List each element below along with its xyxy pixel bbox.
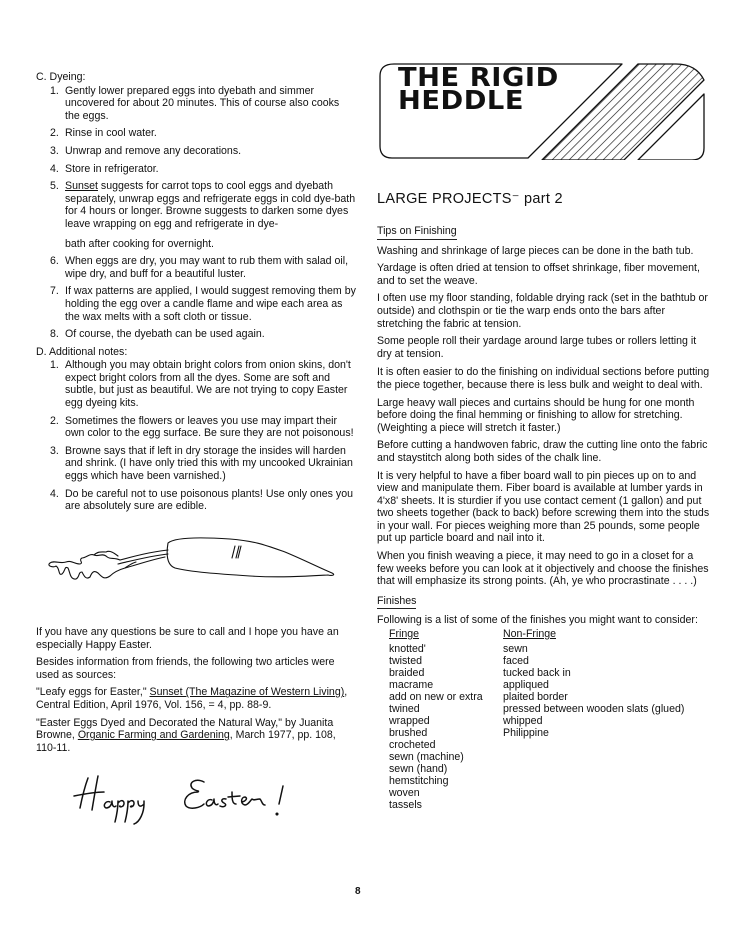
citation-title: "Easter Eggs Dyed and Decorated the Natural Way," by Juanita Browne, [36, 716, 334, 742]
item-text: Browne says that if left in dry storage the insides will harden and shrink. (I have only tried this with my uncooked Ukrainian eggs which have been varnished.) [65, 444, 353, 483]
non-fringe-column [503, 628, 684, 811]
fringe-column [389, 628, 503, 811]
logo-title [398, 63, 559, 116]
logo-line-1: THE RIGID [398, 63, 559, 93]
list-item [50, 488, 356, 513]
tip-paragraph: Some people roll their yardage around large tubes or rollers letting it dry at tension. [377, 335, 697, 360]
list-item [50, 359, 356, 409]
fringe-heading: Fringe [389, 628, 420, 641]
item-number: 2. [50, 414, 59, 427]
list-item [50, 145, 356, 158]
list-item [50, 180, 356, 250]
list-item [50, 328, 356, 341]
item-text: If wax patterns are applied, I would suggest removing them by holding the egg over a candle flame and wipe each area as the wax melts with a soft cloth or tissue. [65, 285, 356, 323]
left-column [36, 71, 356, 518]
carrot-illustration [40, 530, 350, 600]
finishes-intro: Following is a list of some of the finishes you might want to consider: [377, 614, 698, 627]
handwritten-signature [70, 768, 320, 828]
item-text: Unwrap and remove any decorations. [65, 144, 242, 157]
publication-reference: Sunset [65, 180, 98, 193]
fringe-item: macrame [389, 679, 434, 692]
item-text-continuation: bath after cooking for overnight. [65, 237, 214, 250]
tip-paragraph: When you finish weaving a piece, it may need to go in a closet for a few weeks before you can look at it objectively and choose the finishes that will emphasize its strong points. (Ah, ye who procrastinate . . . .) [377, 550, 709, 588]
non-fringe-item: faced [503, 655, 529, 668]
citation-title: "Leafy eggs for Easter," [36, 686, 150, 699]
carrot-marks [232, 546, 241, 558]
item-text: Gently lower prepared eggs into dyebath and simmer uncovered for about 20 minutes. This of course also cooks the eggs. [65, 84, 340, 122]
item-number: 1. [50, 84, 59, 97]
section-title: LARGE PROJECTS⁻ part 2 [377, 191, 563, 207]
list-item [50, 445, 356, 483]
closing-section [36, 626, 356, 759]
fringe-item: crocheted [389, 739, 436, 752]
closing-paragraph: If you have any questions be sure to call and I hope you have an especially Happy Easter. [36, 626, 339, 651]
rigid-heddle-logo [378, 62, 710, 160]
logo-line-2: HEDDLE [398, 86, 525, 116]
citation-details: , Central Edition, April 1976, Vol. 156, = 4, pp. 88-9. [36, 686, 348, 711]
sources-intro: Besides information from friends, the following two articles were used as sources: [36, 656, 335, 681]
source-citation [36, 686, 356, 711]
item-number: 3. [50, 144, 59, 157]
item-text: When eggs are dry, you may want to rub them with salad oil, wipe dry, and buff for a beautiful luster. [65, 255, 349, 280]
list-item [50, 285, 356, 323]
fringe-item: wrapped [389, 715, 430, 728]
item-number: 1. [50, 359, 59, 372]
citation-publication: Organic Farming and Gardening [77, 729, 230, 742]
item-number: 4. [50, 162, 59, 175]
fringe-item: twisted [389, 655, 422, 668]
item-number: 4. [50, 487, 59, 500]
right-column [377, 190, 712, 811]
tip-paragraph: Before cutting a handwoven fabric, draw the cutting line onto the fabric and staystitch along both sides of the chalk line. [377, 439, 708, 464]
item-text: suggests for carrot tops to cool eggs and dyebath separately, unwrap eggs and refrigerate eggs in cold dye-bath for 4 hours or longer. Browne suggests to darken some dyes leave wrapping on egg and refrigerate in dye- [65, 180, 356, 230]
item-text: Rinse in cool water. [65, 127, 157, 140]
item-number: 5. [50, 180, 59, 193]
item-number: 6. [50, 255, 59, 268]
non-fringe-item: tucked back in [503, 667, 571, 680]
item-number: 7. [50, 285, 59, 298]
fringe-item: add on new or extra [389, 691, 483, 704]
item-text: Of course, the dyebath can be used again. [65, 328, 265, 341]
list-item [50, 255, 356, 280]
dyeing-steps-list [36, 85, 356, 341]
list-item [50, 127, 356, 140]
fringe-item: sewn (machine) [389, 751, 464, 764]
fringe-item: sewn (hand) [389, 763, 448, 776]
carrot-body [167, 538, 334, 577]
list-item [50, 85, 356, 123]
fringe-item: tassels [389, 799, 422, 812]
item-text: Although you may obtain bright colors from onion skins, don't expect bright colors from all the dyes. Some are soft and subtle, but just as beautiful. We are not trying to copy Easter egg dyeing kits. [65, 359, 351, 410]
tip-paragraph: Washing and shrinkage of large pieces can be done in the bath tub. [377, 244, 694, 257]
item-text: Sometimes the flowers or leaves you use may impart their own color to the egg surface. Be sure they are not poisonous! [65, 414, 354, 440]
section-c-heading: C. Dyeing: [36, 71, 86, 83]
tip-paragraph: It is very helpful to have a fiber board wall to pin pieces up on to and view and manipulate them. Fiber board is available at lumber yards in 4'x8' sheets. It is sturdier if you use contact cement (1 gallon) and put two sheets together (back to back) before screwing them into the studs in your wall. For pieces weighing more than 25 pounds, some people put up particle board and nail into it. [377, 469, 710, 545]
fringe-item: brushed [389, 727, 428, 740]
fringe-item: knotted' [389, 643, 426, 656]
item-number: 2. [50, 127, 59, 140]
tip-paragraph: Large heavy wall pieces and curtains should be hung for one month before doing the final hemming or finishing to allow for stretching. (Weighting a piece will stretch it faster.) [377, 396, 695, 434]
non-fringe-item: Philippine [503, 727, 549, 740]
non-fringe-item: plaited border [503, 691, 568, 704]
fringe-item: woven [389, 787, 420, 800]
non-fringe-item: sewn [503, 643, 528, 656]
page-number: 8 [355, 886, 361, 897]
finishes-table [389, 628, 712, 811]
non-fringe-item: appliqued [503, 679, 549, 692]
carrot-stems [118, 550, 168, 568]
finishes-heading: Finishes [377, 595, 416, 610]
item-number: 8. [50, 328, 59, 341]
fringe-item: twined [389, 703, 420, 716]
list-item [50, 415, 356, 440]
section-d-heading: D. Additional notes: [36, 345, 128, 358]
fringe-item: braided [389, 667, 425, 680]
carrot-leaves [49, 555, 136, 580]
source-citation [36, 717, 356, 755]
item-number: 3. [50, 444, 59, 457]
tips-heading: Tips on Finishing [377, 225, 457, 240]
item-text: Do be careful not to use poisonous plants! Use only ones you are absolutely sure are edible. [65, 487, 353, 513]
additional-notes-list [36, 359, 356, 513]
citation-publication: Sunset (The Magazine of Western Living) [149, 686, 345, 699]
non-fringe-heading: Non-Fringe [503, 628, 556, 641]
tip-paragraph: Yardage is often dried at tension to offset shrinkage, fiber movement, and to set the weave. [377, 262, 700, 287]
non-fringe-item: pressed between wooden slats (glued) [503, 703, 685, 716]
item-text: Store in refrigerator. [65, 162, 159, 175]
fringe-item: hemstitching [389, 775, 449, 788]
tip-paragraph: It is often easier to do the finishing on individual sections before putting the piece together, because there is less bulk and weight to deal with. [377, 366, 710, 391]
citation-details: , March 1977, pp. 108, 110-11. [36, 729, 336, 754]
list-item [50, 163, 356, 176]
non-fringe-item: whipped [503, 715, 543, 728]
logo-hatched-band [542, 64, 704, 160]
tip-paragraph: I often use my floor standing, foldable drying rack (set in the bathtub or outside) and clothspin or tie the warp ends onto the bars after stretching the fabric at tension. [377, 292, 708, 330]
